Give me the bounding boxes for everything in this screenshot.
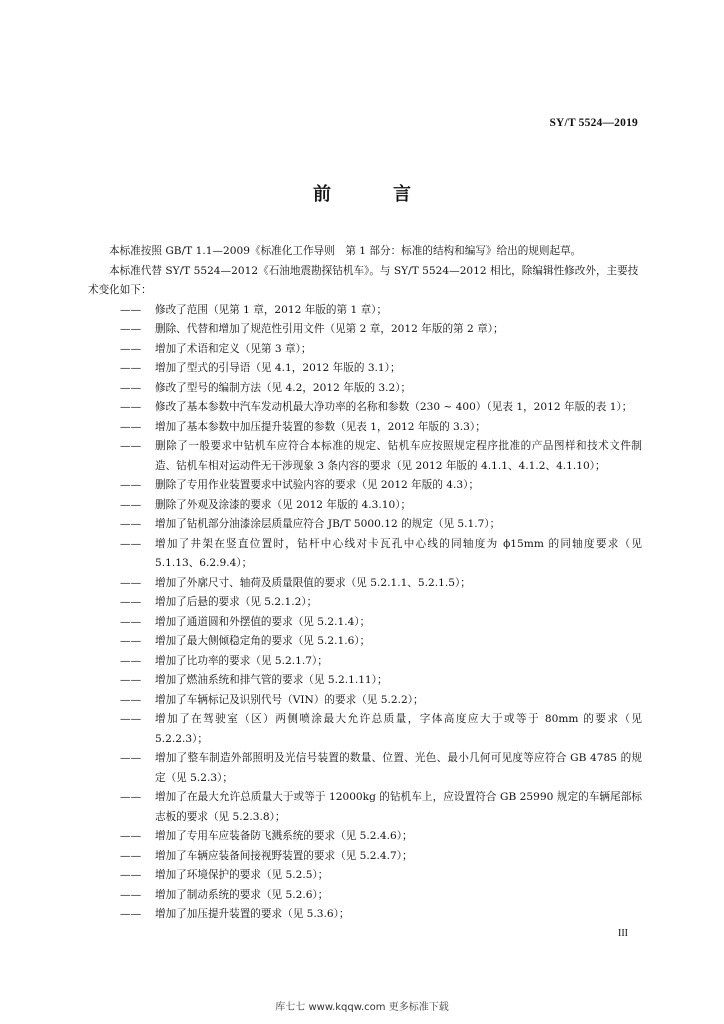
list-item-text: 增加了车辆应装备间接视野装置的要求（见 5.2.4.7）； bbox=[155, 849, 413, 862]
list-item bbox=[88, 866, 642, 886]
change-list bbox=[88, 301, 642, 925]
list-item-text: 增加了制动系统的要求（见 5.2.6）； bbox=[155, 888, 329, 901]
list-item bbox=[88, 671, 642, 691]
list-dash: —— bbox=[120, 908, 142, 920]
list-item-text: 增加了钻机部分油漆涂层质量应符合 JB/T 5000.12 的规定（见 5.1.7）； bbox=[155, 518, 501, 530]
list-item bbox=[88, 847, 642, 867]
list-item-text: 增加了环境保护的要求（见 5.2.5）； bbox=[155, 869, 329, 881]
list-dash: —— bbox=[120, 440, 142, 452]
list-item-text: 增加了整车制造外部照明及光信号装置的数量、位置、光色、最小几何可见度等应符合 GB 4785 的规定（见 5.2.3）； bbox=[155, 752, 642, 784]
list-item bbox=[88, 359, 642, 379]
list-dash: —— bbox=[120, 381, 142, 394]
list-item-text: 增加了最大侧倾稳定角的要求（见 5.2.1.6）； bbox=[155, 635, 371, 647]
list-dash: —— bbox=[120, 635, 142, 647]
list-dash: —— bbox=[120, 576, 142, 589]
list-item-text: 删除、代替和增加了规范性引用文件（见第 2 章，2012 年版的第 2 章）； bbox=[155, 323, 504, 335]
list-item-text: 增加了车辆标记及识别代号（VIN）的要求（见 5.2.2）； bbox=[155, 693, 424, 706]
list-item bbox=[88, 515, 642, 535]
list-item bbox=[88, 886, 642, 906]
list-item-text: 修改了基本参数中汽车发动机最大净功率的名称和参数（230 ~ 400）（见表 1，2012 年版的表 1）； bbox=[155, 401, 633, 413]
list-dash: —— bbox=[120, 323, 142, 335]
footer-watermark: 库七七 www.kqqw.com 更多标准下载 bbox=[275, 1002, 449, 1013]
page-title: 前 言 bbox=[313, 184, 433, 205]
intro-paragraph-drafting: 本标准按照 GB/T 1.1—2009《标准化工作导则 第 1 部分：标准的结构和编写》给出的规则起草。 bbox=[109, 245, 582, 257]
list-item-text: 删除了一般要求中钻机车应符合本标准的规定、钻机车应按照规定程序批准的产品图样和技术文件制造、钻机车相对运动件无干涉现象 3 条内容的要求（见 2012 年版的 4.1.1、4.1.2、4.1.10）； bbox=[155, 440, 642, 472]
list-dash: —— bbox=[120, 420, 142, 433]
list-item bbox=[88, 593, 642, 613]
list-item bbox=[88, 379, 642, 399]
list-item-text: 增加了比功率的要求（见 5.2.1.7）； bbox=[155, 654, 328, 667]
list-item-text: 删除了外观及涂漆的要求（见 2012 年版的 4.3.10）； bbox=[155, 498, 412, 511]
list-item bbox=[88, 418, 642, 438]
list-item bbox=[88, 827, 642, 847]
list-dash: —— bbox=[120, 615, 142, 628]
list-dash: —— bbox=[120, 830, 142, 842]
list-dash: —— bbox=[120, 518, 142, 530]
list-item bbox=[88, 652, 642, 672]
list-item bbox=[88, 632, 642, 652]
list-item-text: 增加了通道圆和外摆值的要求（见 5.2.1.4）； bbox=[155, 615, 371, 628]
list-dash: —— bbox=[120, 849, 142, 862]
list-dash: —— bbox=[120, 713, 142, 725]
list-item bbox=[88, 749, 642, 788]
list-item-text: 增加了燃油系统和排气管的要求（见 5.2.1.11）； bbox=[155, 674, 388, 686]
list-dash: —— bbox=[120, 654, 142, 667]
list-dash: —— bbox=[120, 342, 142, 355]
standard-code: SY/T 5524—2019 bbox=[549, 117, 638, 129]
list-dash: —— bbox=[120, 693, 142, 706]
list-item-text: 增加了加压提升装置的要求（见 5.3.6）； bbox=[155, 908, 350, 920]
list-item-text: 修改了范围（见第 1 章，2012 年版的第 1 章）； bbox=[155, 303, 388, 316]
list-item bbox=[88, 613, 642, 633]
list-item-text: 增加了专用车应装备防飞溅系统的要求（见 5.2.4.6）； bbox=[155, 830, 413, 842]
list-item bbox=[88, 496, 642, 516]
list-item-text: 增加了在最大允许总质量大于或等于 12000kg 的钻机车上，应设置符合 GB 25990 规定的车辆尾部标志板的要求（见 5.2.3.8）； bbox=[155, 791, 642, 823]
list-item-text: 增加了后悬的要求（见 5.2.1.2）； bbox=[155, 596, 318, 608]
list-dash: —— bbox=[120, 752, 142, 764]
list-dash: —— bbox=[120, 888, 142, 901]
list-item bbox=[88, 437, 642, 476]
list-item bbox=[88, 535, 642, 574]
list-item-text: 增加了井架在竖直位置时，钻杆中心线对卡瓦孔中心线的同轴度为 ϕ15mm 的同轴度要求（见 5.1.13、6.2.9.4）； bbox=[155, 537, 642, 569]
intro-paragraph-replacement: 本标准代替 SY/T 5524—2012《石油地震勘探钻机车》。与 SY/T 5524—2012 相比，除编辑性修改外，主要技术变化如下： bbox=[88, 264, 639, 296]
list-item bbox=[88, 691, 642, 711]
list-dash: —— bbox=[120, 869, 142, 881]
list-item-text: 增加了型式的引导语（见 4.1，2012 年版的 3.1）； bbox=[155, 362, 401, 374]
list-dash: —— bbox=[120, 498, 142, 511]
list-item bbox=[88, 398, 642, 418]
list-item bbox=[88, 320, 642, 340]
list-item bbox=[88, 905, 642, 925]
list-dash: —— bbox=[120, 303, 142, 316]
list-item bbox=[88, 476, 642, 496]
list-dash: —— bbox=[120, 401, 142, 413]
list-item bbox=[88, 710, 642, 749]
list-dash: —— bbox=[120, 596, 142, 608]
list-item-text: 增加了基本参数中加压提升装置的参数（见表 1，2012 年版的 3.3）； bbox=[155, 420, 486, 433]
list-dash: —— bbox=[120, 537, 142, 550]
list-item-text: 增加了在驾驶室（区）两侧喷涂最大允许总质量，字体高度应大于或等于 80mm 的要求（见 5.2.2.3）； bbox=[155, 713, 642, 745]
document-body bbox=[88, 242, 642, 925]
list-dash: —— bbox=[120, 791, 142, 803]
page-number: III bbox=[618, 928, 628, 939]
list-item bbox=[88, 574, 642, 594]
list-item-text: 修改了型号的编制方法（见 4.2，2012 年版的 3.2）； bbox=[155, 381, 412, 394]
list-item bbox=[88, 301, 642, 321]
list-item bbox=[88, 340, 642, 360]
list-dash: —— bbox=[120, 479, 142, 491]
list-item bbox=[88, 788, 642, 827]
list-dash: —— bbox=[120, 362, 142, 374]
list-item-text: 增加了外廓尺寸、轴荷及质量限值的要求（见 5.2.1.1、5.2.1.5）； bbox=[155, 576, 471, 589]
list-item-text: 删除了专用作业装置要求中试验内容的要求（见 2012 年版的 4.3）； bbox=[155, 479, 480, 491]
list-dash: —— bbox=[120, 674, 142, 686]
list-item-text: 增加了术语和定义（见第 3 章）； bbox=[155, 342, 312, 355]
